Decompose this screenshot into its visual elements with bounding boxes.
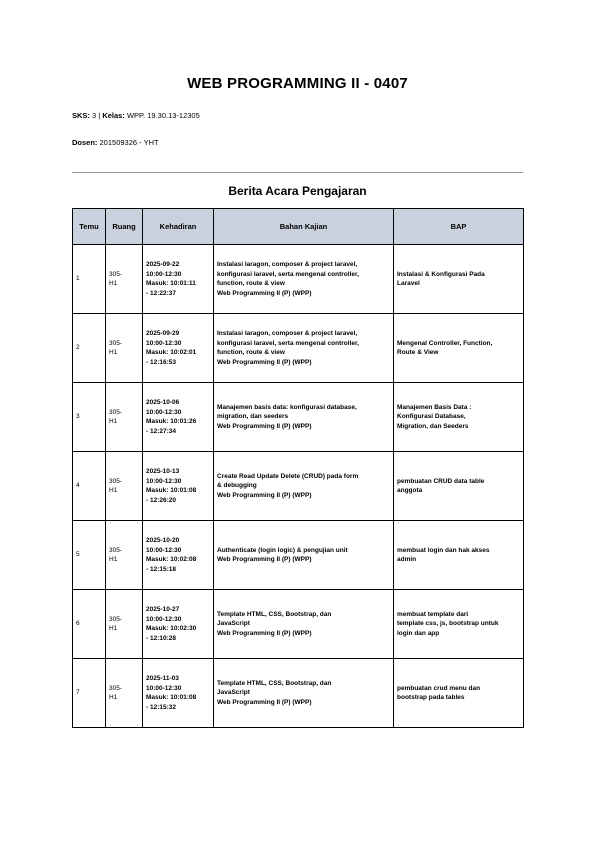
cell-kehadiran-line: 2025-10-27: [146, 606, 180, 613]
divider: [72, 172, 523, 173]
cell-bahan-kajian-line: Web Programming II (P) (WPP): [217, 289, 312, 297]
cell-ruang-line: 305-: [109, 339, 123, 347]
course-title: WEB PROGRAMMING II - 0407: [187, 75, 408, 92]
dosen-value: 201509326 - YHT: [99, 138, 159, 147]
cell-bahan-kajian: [214, 452, 394, 521]
cell-bap-line: membuat template dari: [397, 610, 469, 618]
header-temu: Temu: [73, 209, 106, 245]
cell-bahan-kajian-line: Create Read Update Delete (CRUD) pada form: [217, 472, 359, 480]
cell-bahan-kajian-line: Web Programming II (P) (WPP): [217, 698, 312, 706]
cell-bap-line: admin: [397, 556, 417, 563]
cell-kehadiran: [143, 452, 214, 521]
cell-kehadiran-line: Masuk: 10:02:30: [146, 625, 197, 632]
cell-bap: [394, 245, 524, 314]
cell-bap-line: pembuatan crud menu dan: [397, 684, 481, 692]
cell-kehadiran-line: - 12:10:28: [146, 634, 176, 642]
cell-ruang-line: H1: [109, 349, 118, 356]
cell-temu: 2: [73, 314, 106, 383]
cell-bahan-kajian-line: Web Programming II (P) (WPP): [217, 629, 312, 637]
cell-bahan-kajian-line: Web Programming II (P) (WPP): [217, 491, 312, 499]
cell-temu: 5: [73, 521, 106, 590]
cell-kehadiran-line: - 12:27:34: [146, 427, 176, 435]
table-row: [73, 659, 524, 728]
header-bap: BAP: [394, 209, 524, 245]
cell-ruang: [106, 521, 143, 590]
table-row: [73, 314, 524, 383]
cell-kehadiran-line: Masuk: 10:02:01: [146, 349, 197, 356]
cell-ruang-line: 305-: [109, 546, 123, 554]
cell-bap: [394, 383, 524, 452]
cell-bahan-kajian-line: Template HTML, CSS, Bootstrap, dan: [217, 610, 332, 618]
cell-kehadiran: [143, 314, 214, 383]
cell-bap-line: Route & View: [397, 349, 439, 356]
table-header-row: [73, 209, 524, 245]
cell-kehadiran-line: 2025-10-13: [146, 468, 180, 475]
cell-kehadiran-line: 10:00-12:30: [146, 408, 182, 416]
cell-kehadiran: [143, 521, 214, 590]
cell-bahan-kajian-line: konfigurasi laravel, serta mengenal controller,: [217, 339, 359, 347]
cell-kehadiran-line: - 12:15:18: [146, 565, 176, 573]
sks-label: SKS:: [72, 111, 90, 120]
cell-bahan-kajian-line: Web Programming II (P) (WPP): [217, 422, 312, 430]
table-row: [73, 590, 524, 659]
cell-ruang-line: 305-: [109, 615, 123, 623]
cell-kehadiran-line: 10:00-12:30: [146, 615, 182, 623]
cell-bap-line: anggota: [397, 487, 423, 494]
cell-kehadiran-line: Masuk: 10:01:08: [146, 694, 197, 701]
cell-temu: 6: [73, 590, 106, 659]
cell-kehadiran-line: - 12:26:20: [146, 496, 176, 504]
cell-bahan-kajian-line: function, route & view: [217, 280, 285, 287]
cell-ruang-line: 305-: [109, 408, 123, 416]
cell-bahan-kajian-line: konfigurasi laravel, serta mengenal controller,: [217, 270, 359, 278]
cell-bahan-kajian: [214, 590, 394, 659]
cell-ruang-line: H1: [109, 487, 118, 494]
cell-kehadiran-line: - 12:16:53: [146, 358, 176, 366]
cell-kehadiran-line: 10:00-12:30: [146, 546, 182, 554]
cell-bahan-kajian-line: Instalasi laragon, composer & project laravel,: [217, 330, 358, 337]
cell-kehadiran-line: Masuk: 10:01:11: [146, 280, 196, 287]
cell-ruang-line: H1: [109, 694, 118, 701]
cell-bap-line: template css, js, bootstrap untuk: [397, 620, 499, 628]
table-row: [73, 383, 524, 452]
cell-bahan-kajian: [214, 314, 394, 383]
meta-separator: |: [98, 111, 101, 120]
cell-kehadiran-line: Masuk: 10:01:08: [146, 487, 197, 494]
cell-bap: [394, 521, 524, 590]
cell-bahan-kajian-line: Manajemen basis data: konfigurasi database,: [217, 403, 357, 411]
lecturer-meta: [72, 138, 159, 147]
cell-ruang: [106, 314, 143, 383]
cell-kehadiran: [143, 245, 214, 314]
cell-ruang-line: H1: [109, 625, 118, 632]
cell-ruang-line: H1: [109, 418, 118, 425]
cell-bap: [394, 314, 524, 383]
cell-kehadiran: [143, 383, 214, 452]
cell-bap-line: Instalasi & Konfigurasi Pada: [397, 270, 485, 278]
cell-bap-line: Konfigurasi Database,: [397, 413, 466, 421]
cell-temu: 4: [73, 452, 106, 521]
cell-kehadiran-line: 10:00-12:30: [146, 477, 182, 485]
sks-value: 3: [92, 111, 97, 120]
cell-kehadiran-line: - 12:22:37: [146, 289, 176, 297]
cell-bahan-kajian: [214, 245, 394, 314]
cell-temu: 7: [73, 659, 106, 728]
cell-bap-line: Migration, dan Seeders: [397, 422, 469, 430]
table-row: [73, 452, 524, 521]
cell-bahan-kajian: [214, 383, 394, 452]
cell-kehadiran-line: 10:00-12:30: [146, 270, 182, 278]
cell-kehadiran-line: 2025-09-22: [146, 261, 180, 268]
cell-bap-line: pembuatan CRUD data table: [397, 477, 485, 485]
cell-bap: [394, 590, 524, 659]
cell-bap-line: Laravel: [397, 280, 420, 287]
kelas-label: Kelas:: [102, 111, 125, 120]
section-title: Berita Acara Pengajaran: [228, 184, 367, 198]
cell-bap-line: bootstrap pada tables: [397, 694, 465, 701]
bap-table: [72, 208, 524, 728]
cell-kehadiran-line: Masuk: 10:01:26: [146, 418, 197, 425]
cell-bahan-kajian: [214, 659, 394, 728]
cell-kehadiran-line: 2025-10-06: [146, 399, 180, 406]
header-ruang: Ruang: [106, 209, 143, 245]
cell-bahan-kajian-line: Instalasi laragon, composer & project laravel,: [217, 261, 358, 268]
cell-bahan-kajian: [214, 521, 394, 590]
cell-bahan-kajian-line: JavaScript: [217, 689, 250, 697]
cell-bap-line: membuat login dan hak akses: [397, 546, 490, 554]
course-meta: [72, 111, 200, 120]
cell-ruang-line: 305-: [109, 270, 123, 278]
cell-kehadiran-line: Masuk: 10:02:08: [146, 556, 197, 563]
cell-temu: 3: [73, 383, 106, 452]
cell-kehadiran: [143, 590, 214, 659]
table-row: [73, 521, 524, 590]
cell-kehadiran-line: 10:00-12:30: [146, 339, 182, 347]
header-kehadiran: Kehadiran: [143, 209, 214, 245]
kelas-value: WPP. 19.30.13-12305: [126, 111, 200, 120]
cell-ruang: [106, 383, 143, 452]
cell-ruang: [106, 452, 143, 521]
cell-temu: 1: [73, 245, 106, 314]
cell-bahan-kajian-line: Template HTML, CSS, Bootstrap, dan: [217, 679, 332, 687]
cell-ruang-line: H1: [109, 280, 118, 287]
cell-ruang: [106, 659, 143, 728]
cell-ruang: [106, 245, 143, 314]
cell-kehadiran-line: 2025-11-03: [146, 675, 179, 682]
cell-bahan-kajian-line: Authenticate (login logic) & pengujian unit: [217, 546, 348, 554]
dosen-label: Dosen:: [72, 138, 98, 147]
cell-bap-line: Mengenal Controller, Function,: [397, 339, 493, 347]
cell-bahan-kajian-line: Web Programming II (P) (WPP): [217, 358, 312, 366]
cell-bap-line: login dan app: [397, 629, 440, 637]
cell-ruang-line: 305-: [109, 684, 123, 692]
header-bahan-kajian: Bahan Kajian: [214, 209, 394, 245]
cell-bahan-kajian-line: migration, dan seeders: [217, 413, 289, 421]
cell-bap-line: Manajemen Basis Data :: [397, 403, 472, 411]
cell-kehadiran-line: 2025-10-20: [146, 537, 180, 544]
cell-bahan-kajian-line: Web Programming II (P) (WPP): [217, 556, 312, 563]
cell-bahan-kajian-line: JavaScript: [217, 620, 250, 628]
cell-bap: [394, 659, 524, 728]
cell-bahan-kajian-line: & debugging: [217, 482, 257, 490]
cell-ruang: [106, 590, 143, 659]
cell-ruang-line: 305-: [109, 477, 123, 485]
cell-bap: [394, 452, 524, 521]
cell-kehadiran-line: 10:00-12:30: [146, 684, 182, 692]
cell-kehadiran-line: 2025-09-29: [146, 330, 180, 337]
cell-bahan-kajian-line: function, route & view: [217, 349, 285, 356]
cell-ruang-line: H1: [109, 556, 118, 563]
table-row: [73, 245, 524, 314]
cell-kehadiran: [143, 659, 214, 728]
cell-kehadiran-line: - 12:15:32: [146, 703, 176, 711]
